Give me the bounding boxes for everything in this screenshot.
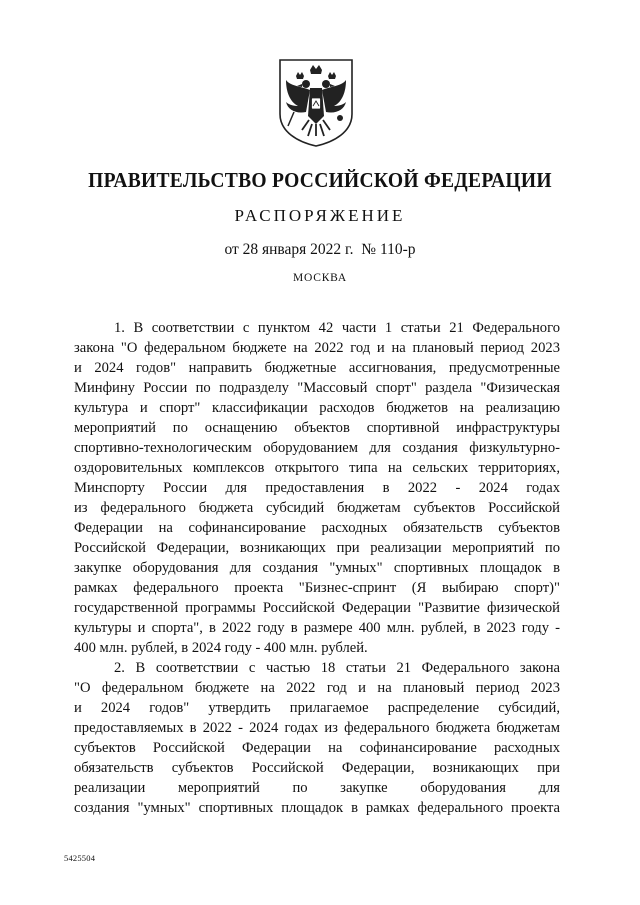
body-line: культура и спорт" классификации расходов бюджетов на реализацию: [74, 400, 560, 416]
body-line: спортивно-технологическим оборудованием для создания физкультурно-: [74, 440, 560, 456]
body-line: 2. В соответствии с частью 18 статьи 21 Федерального закона: [114, 660, 560, 676]
body-line: субъектов Российской Федерации на софинансирование расходных: [74, 740, 560, 756]
document-code: 5425504: [64, 853, 96, 863]
body-line: государственной программы Российской Федерации "Развитие физической: [74, 600, 560, 616]
body-line: обязательств субъектов Российской Федерации, возникающих при: [74, 760, 560, 776]
body-line: "О федеральном бюджете на 2022 год и на плановый период 2023: [74, 680, 560, 696]
body-line: и 2024 годов" направить бюджетные ассигнования, предусмотренные: [74, 360, 560, 376]
body-line: Минспорту России для предоставления в 2022 - 2024 годах: [74, 480, 560, 496]
body-line: предоставляемых в 2022 - 2024 годах из федерального бюджета бюджетам: [74, 720, 560, 736]
document-date-number: от 28 января 2022 г. № 110-р: [224, 241, 416, 258]
body-line: из федерального бюджета субсидий бюджетам субъектов Российской: [74, 500, 560, 516]
body-line: оздоровительных комплексов открытого типа на сельских территориях,: [74, 460, 560, 476]
body-line: реализации мероприятий по закупке оборудования для: [74, 780, 560, 796]
document-type: РАСПОРЯЖЕНИЕ: [234, 206, 406, 225]
russian-coat-of-arms-icon: [276, 56, 356, 148]
body-line: культуры и спорта", в 2022 году в размере 400 млн. рублей, в 2023 году -: [74, 620, 560, 636]
government-title: ПРАВИТЕЛЬСТВО РОССИЙСКОЙ ФЕДЕРАЦИИ: [88, 168, 552, 192]
body-line: мероприятий по оснащению объектов спортивной инфраструктуры: [74, 420, 560, 436]
document-city: МОСКВА: [292, 272, 348, 284]
body-line: закона "О федеральном бюджете на 2022 год и на плановый период 2023: [74, 340, 560, 356]
body-line: Российской Федерации, возникающих при реализации мероприятий по: [74, 540, 560, 556]
body-line: создания "умных" спортивных площадок в рамках федерального проекта: [74, 800, 560, 816]
body-line: Минфину России по подразделу "Массовый спорт" раздела "Физическая: [74, 380, 560, 396]
body-line: закупке оборудования для создания "умных" спортивных площадок в: [74, 560, 560, 576]
body-line: Федерации на софинансирование расходных обязательств субъектов: [74, 520, 560, 536]
body-line: 1. В соответствии с пунктом 42 части 1 статьи 21 Федерального: [114, 320, 560, 336]
body-line: рамках федерального проекта "Бизнес-спринт (Я выбираю спорт)": [74, 580, 560, 596]
body-line: 400 млн. рублей, в 2024 году - 400 млн. рублей.: [74, 640, 368, 656]
document-body: [74, 318, 560, 818]
body-line: и 2024 годов" утвердить прилагаемое распределение субсидий,: [74, 700, 560, 716]
